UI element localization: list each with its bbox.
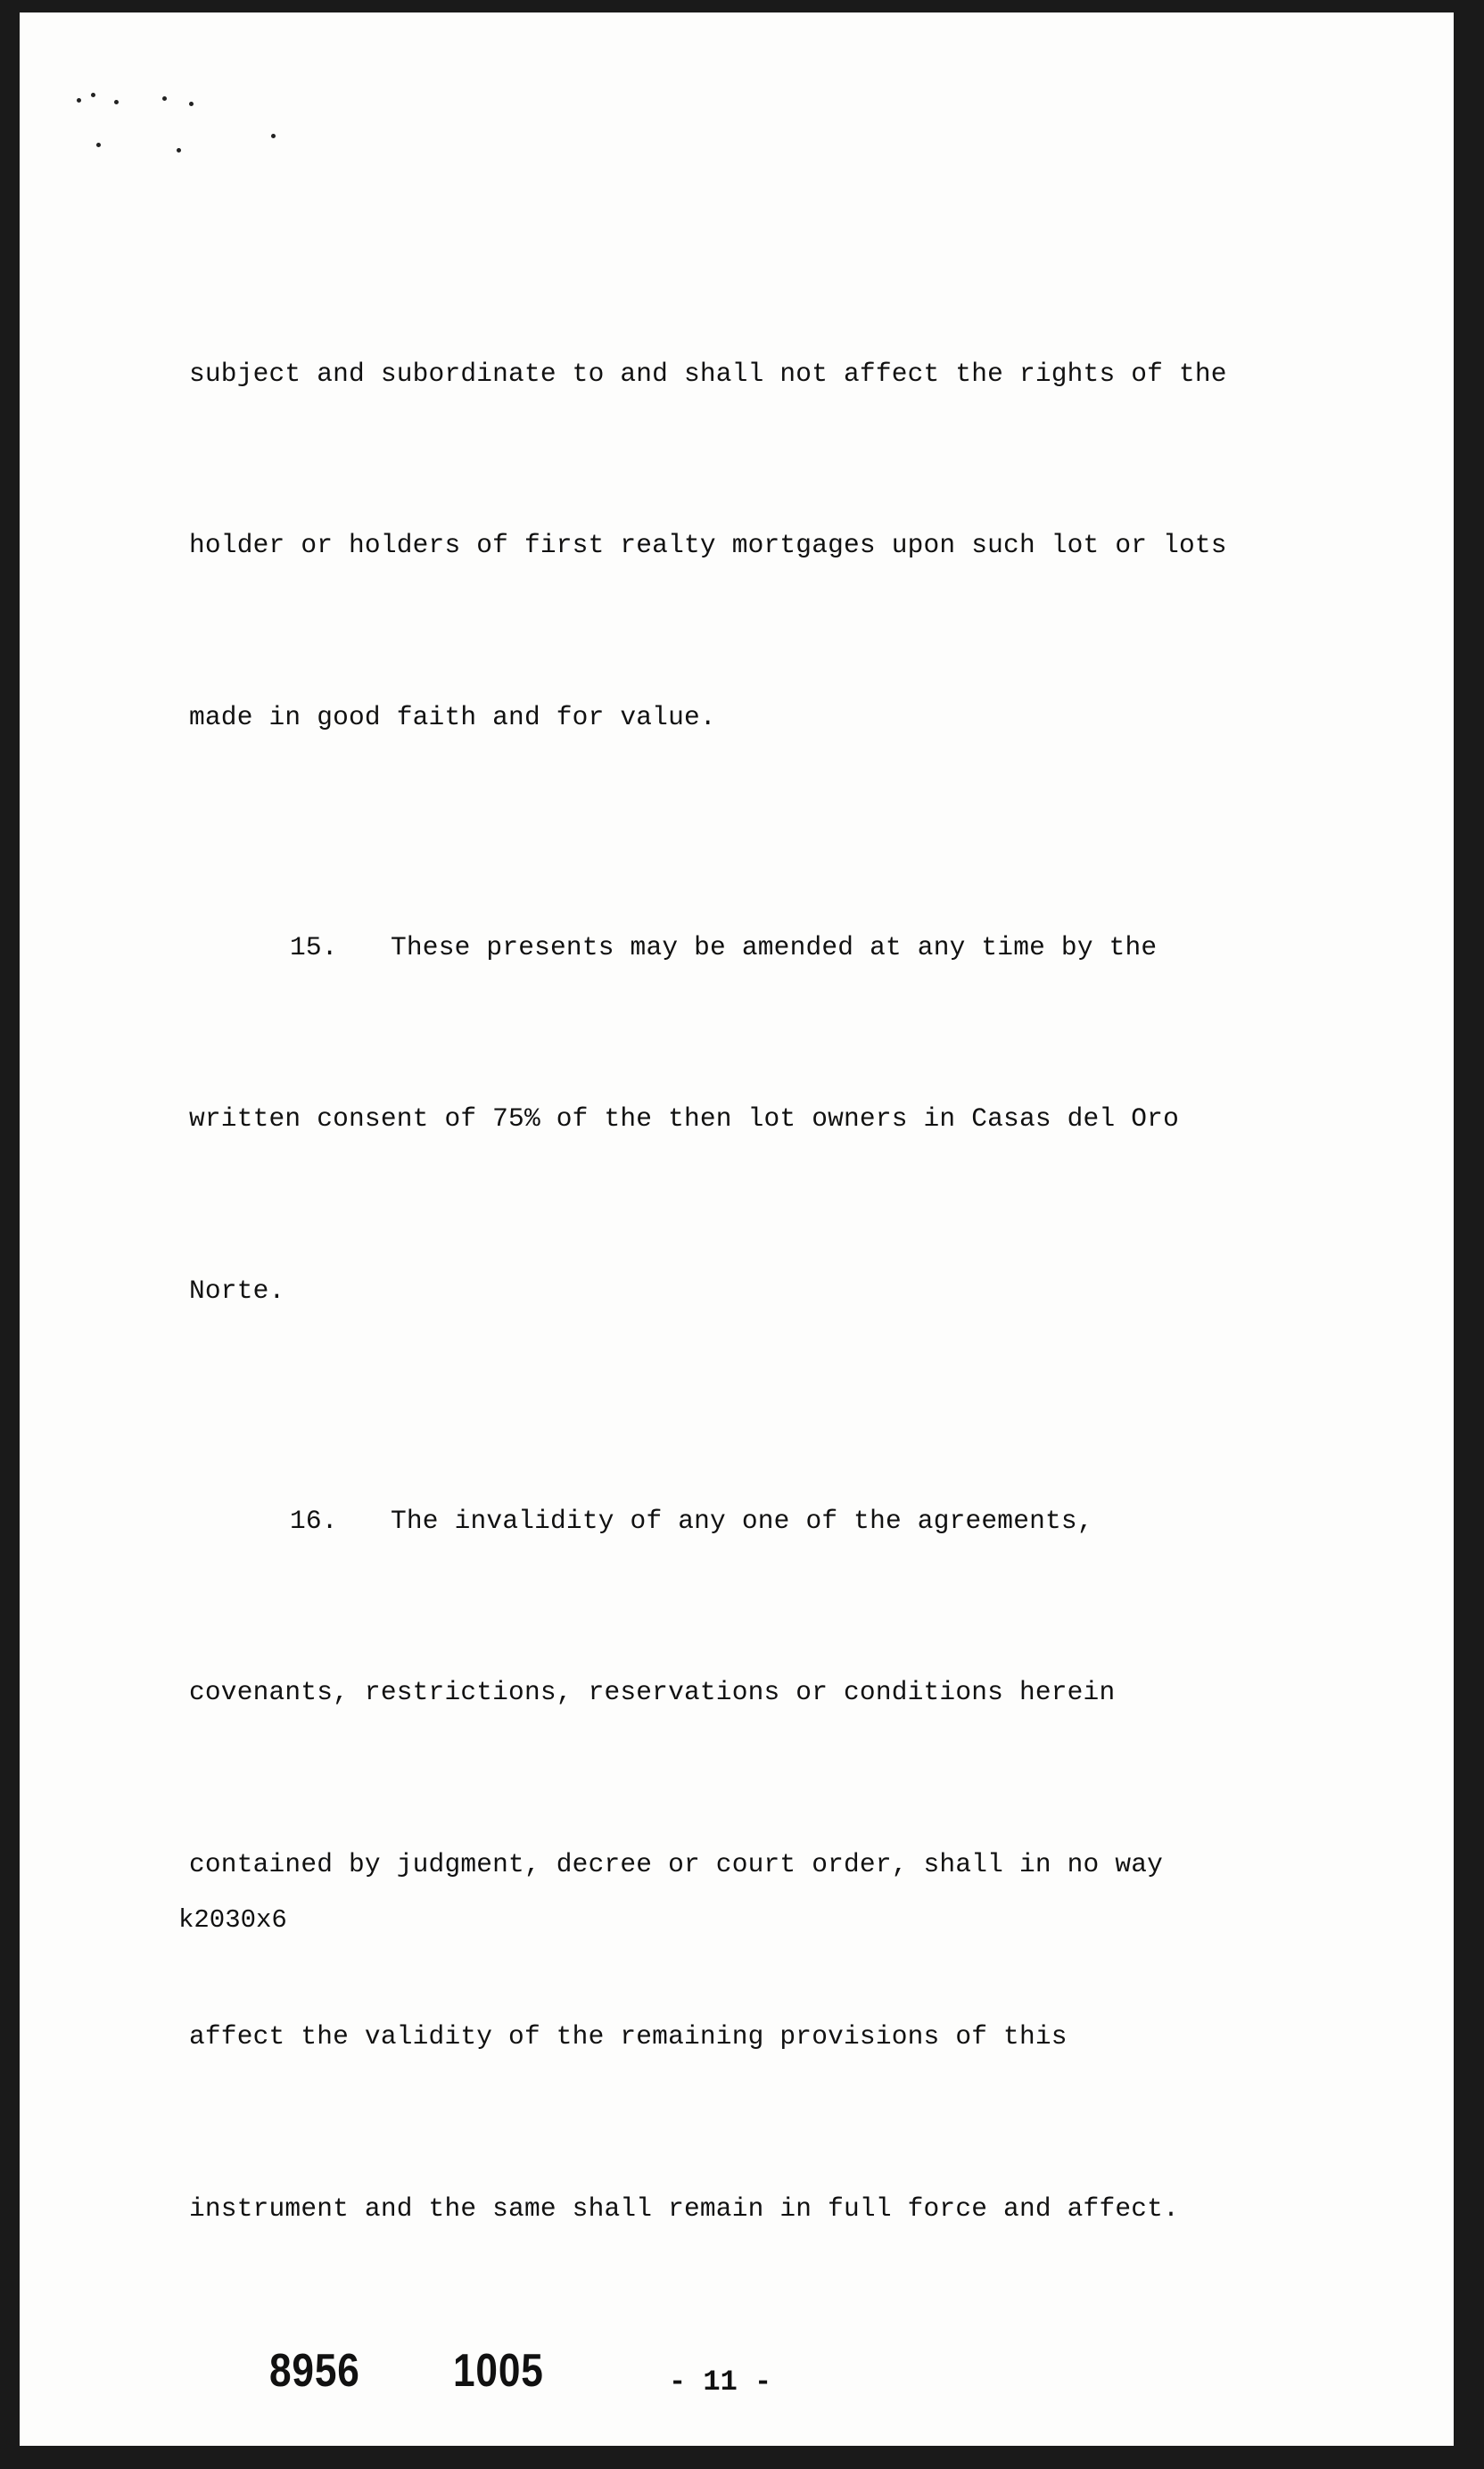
page-number: - 11 - <box>669 2366 772 2399</box>
scan-speck <box>91 93 95 97</box>
scan-speck <box>114 100 119 104</box>
paragraph-text: The invalidity of any one of the agreements, <box>391 1505 1093 1536</box>
page-stamp: 1005 <box>453 2345 544 2397</box>
text-line: made in good faith and for value. <box>189 702 716 733</box>
text-line: written consent of 75% of the then lot owners in Casas del Oro <box>189 1103 1179 1135</box>
scan-speck <box>96 143 101 147</box>
text-line: holder or holders of first realty mortgages upon such lot or lots <box>189 530 1227 561</box>
paragraph-15-first-line <box>189 919 1348 976</box>
scan-speck <box>77 98 81 103</box>
text-line: subject and subordinate to and shall not affect the rights of the <box>189 358 1227 389</box>
scan-speck <box>189 102 194 106</box>
scan-speck <box>177 148 181 153</box>
reference-code: k2030x6 <box>178 1905 287 1935</box>
scan-speck <box>162 96 167 101</box>
text-line: affect the validity of the remaining provisions of this <box>189 2021 1068 2052</box>
paragraph-16-first-line <box>189 1492 1348 1549</box>
document-body <box>189 230 1348 2295</box>
text-line: Norte. <box>189 1276 285 1307</box>
paragraph-number: 16. <box>290 1505 338 1536</box>
text-line: covenants, restrictions, reservations or conditions herein <box>189 1677 1116 1708</box>
book-stamp: 8956 <box>269 2345 360 2397</box>
text-line: instrument and the same shall remain in full force and affect. <box>189 2193 1179 2225</box>
scan-speck <box>271 134 276 138</box>
paragraph-text: These presents may be amended at any time by the <box>391 931 1158 962</box>
text-line: contained by judgment, decree or court order, shall in no way <box>189 1849 1164 1880</box>
paragraph-number: 15. <box>290 931 338 962</box>
